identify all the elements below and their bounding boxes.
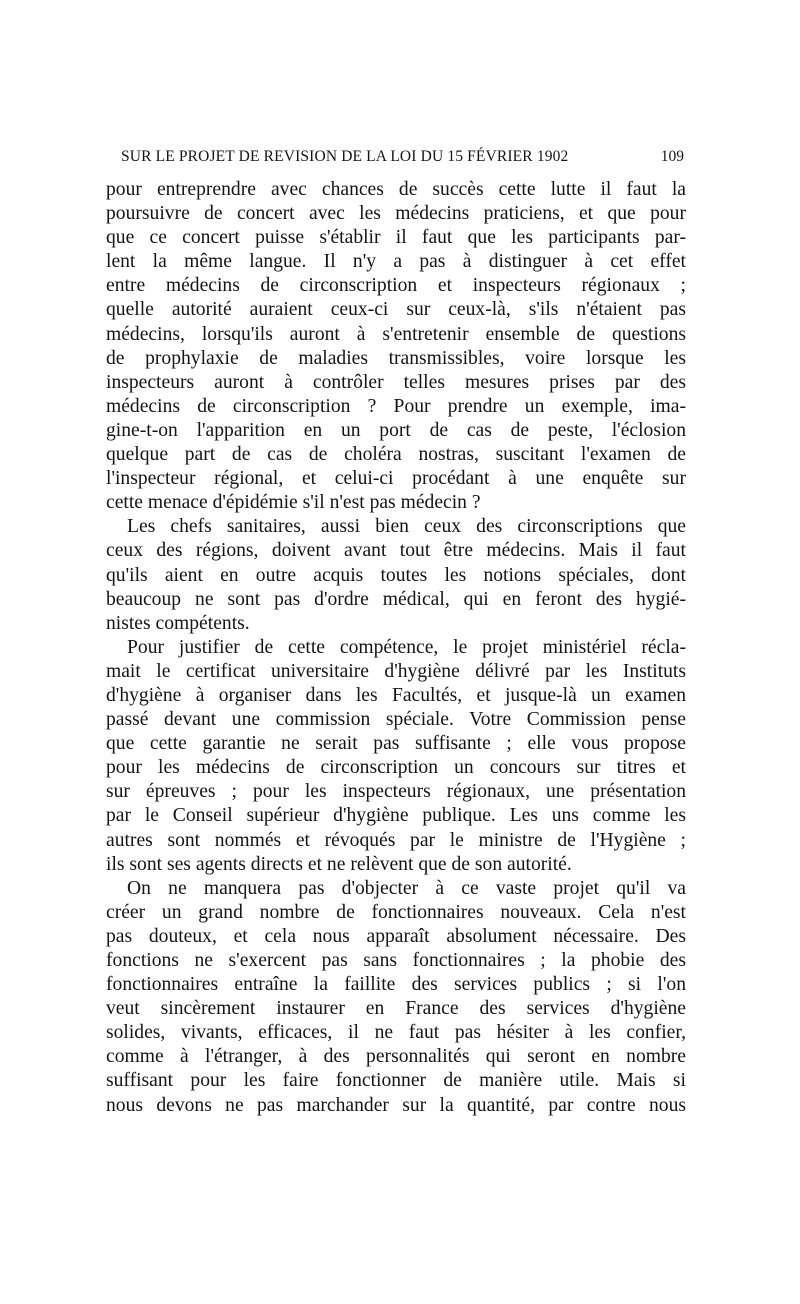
text-line: poursuivre de concert avec les médecins praticiens, et que pour — [106, 203, 686, 225]
text-line: entre médecins de circonscription et inspecteurs régionaux ; — [106, 275, 686, 297]
text-line: passé devant une commission spéciale. Votre Commission pense — [106, 709, 686, 731]
text-line: ils sont ses agents directs et ne relèvent que de son autorité. — [106, 853, 572, 875]
text-line: comme à l'étranger, à des personnalités qui seront en nombre — [106, 1046, 686, 1068]
text-line: l'inspecteur régional, et celui-ci procédant à une enquête sur — [106, 468, 686, 490]
text-line: ceux des régions, doivent avant tout être médecins. Mais il faut — [106, 540, 686, 562]
text-line: solides, vivants, efficaces, il ne faut pas hésiter à les confier, — [106, 1022, 686, 1044]
text-line: cette menace d'épidémie s'il n'est pas médecin ? — [106, 492, 481, 514]
running-head — [121, 147, 684, 167]
text-line: que cette garantie ne serait pas suffisante ; elle vous propose — [106, 733, 686, 755]
text-line: suffisant pour les faire fonctionner de manière utile. Mais si — [106, 1070, 686, 1092]
text-line: fonctionnaires entraîne la faillite des services publics ; si l'on — [106, 974, 686, 996]
text-line: quelle autorité auraient ceux-ci sur ceux-là, s'ils n'étaient pas — [106, 299, 686, 321]
text-line: médecins de circonscription ? Pour prendre un exemple, ima- — [106, 395, 686, 417]
text-line: nistes compétents. — [106, 612, 250, 634]
text-line: lent la même langue. Il n'y a pas à distinguer à cet effet — [106, 251, 686, 273]
paragraph-first-line: On ne manquera pas d'objecter à ce vaste projet qu'il va — [127, 877, 686, 899]
text-line: inspecteurs auront à contrôler telles mesures prises par des — [106, 371, 686, 393]
text-line: beaucoup ne sont pas d'ordre médical, qui en feront des hygié- — [106, 588, 686, 610]
text-line: veut sincèrement instaurer en France des services d'hygiène — [106, 998, 686, 1020]
text-line: autres sont nommés et révoqués par le ministre de l'Hygiène ; — [106, 829, 686, 851]
text-line: d'hygiène à organiser dans les Facultés, et jusque-là un examen — [106, 684, 686, 706]
body-text — [106, 178, 686, 1118]
text-line: que ce concert puisse s'établir il faut que les participants par- — [106, 227, 686, 249]
paragraph-first-line: Pour justifier de cette compétence, le projet ministériel récla- — [127, 636, 686, 658]
text-line: médecins, lorsqu'ils auront à s'entretenir ensemble de questions — [106, 323, 686, 345]
text-line: pas douteux, et cela nous apparaît absolument nécessaire. Des — [106, 925, 686, 947]
page-number: 109 — [660, 148, 684, 165]
text-line: pour les médecins de circonscription un concours sur titres et — [106, 757, 686, 779]
text-line: fonctions ne s'exercent pas sans fonctionnaires ; la phobie des — [106, 950, 686, 971]
running-title: SUR LE PROJET DE REVISION DE LA LOI DU 15 FÉVRIER 1902 — [121, 148, 569, 165]
text-line: de prophylaxie de maladies transmissibles, voire lorsque les — [106, 347, 686, 369]
text-line: créer un grand nombre de fonctionnaires nouveaux. Cela n'est — [106, 901, 686, 923]
text-line: qu'ils aient en outre acquis toutes les notions spéciales, dont — [106, 564, 686, 586]
text-line: pour entreprendre avec chances de succès cette lutte il faut la — [106, 179, 686, 200]
paragraph-first-line: Les chefs sanitaires, aussi bien ceux des circonscriptions que — [127, 516, 686, 538]
text-line: nous devons ne pas marchander sur la quantité, par contre nous — [106, 1094, 686, 1116]
text-line: gine-t-on l'apparition en un port de cas de peste, l'éclosion — [106, 419, 686, 441]
text-line: mait le certificat universitaire d'hygiène délivré par les Instituts — [106, 660, 686, 682]
text-line: sur épreuves ; pour les inspecteurs régionaux, une présentation — [106, 781, 686, 803]
text-line: quelque part de cas de choléra nostras, suscitant l'examen de — [106, 444, 686, 466]
text-line: par le Conseil supérieur d'hygiène publique. Les uns comme les — [106, 805, 686, 827]
